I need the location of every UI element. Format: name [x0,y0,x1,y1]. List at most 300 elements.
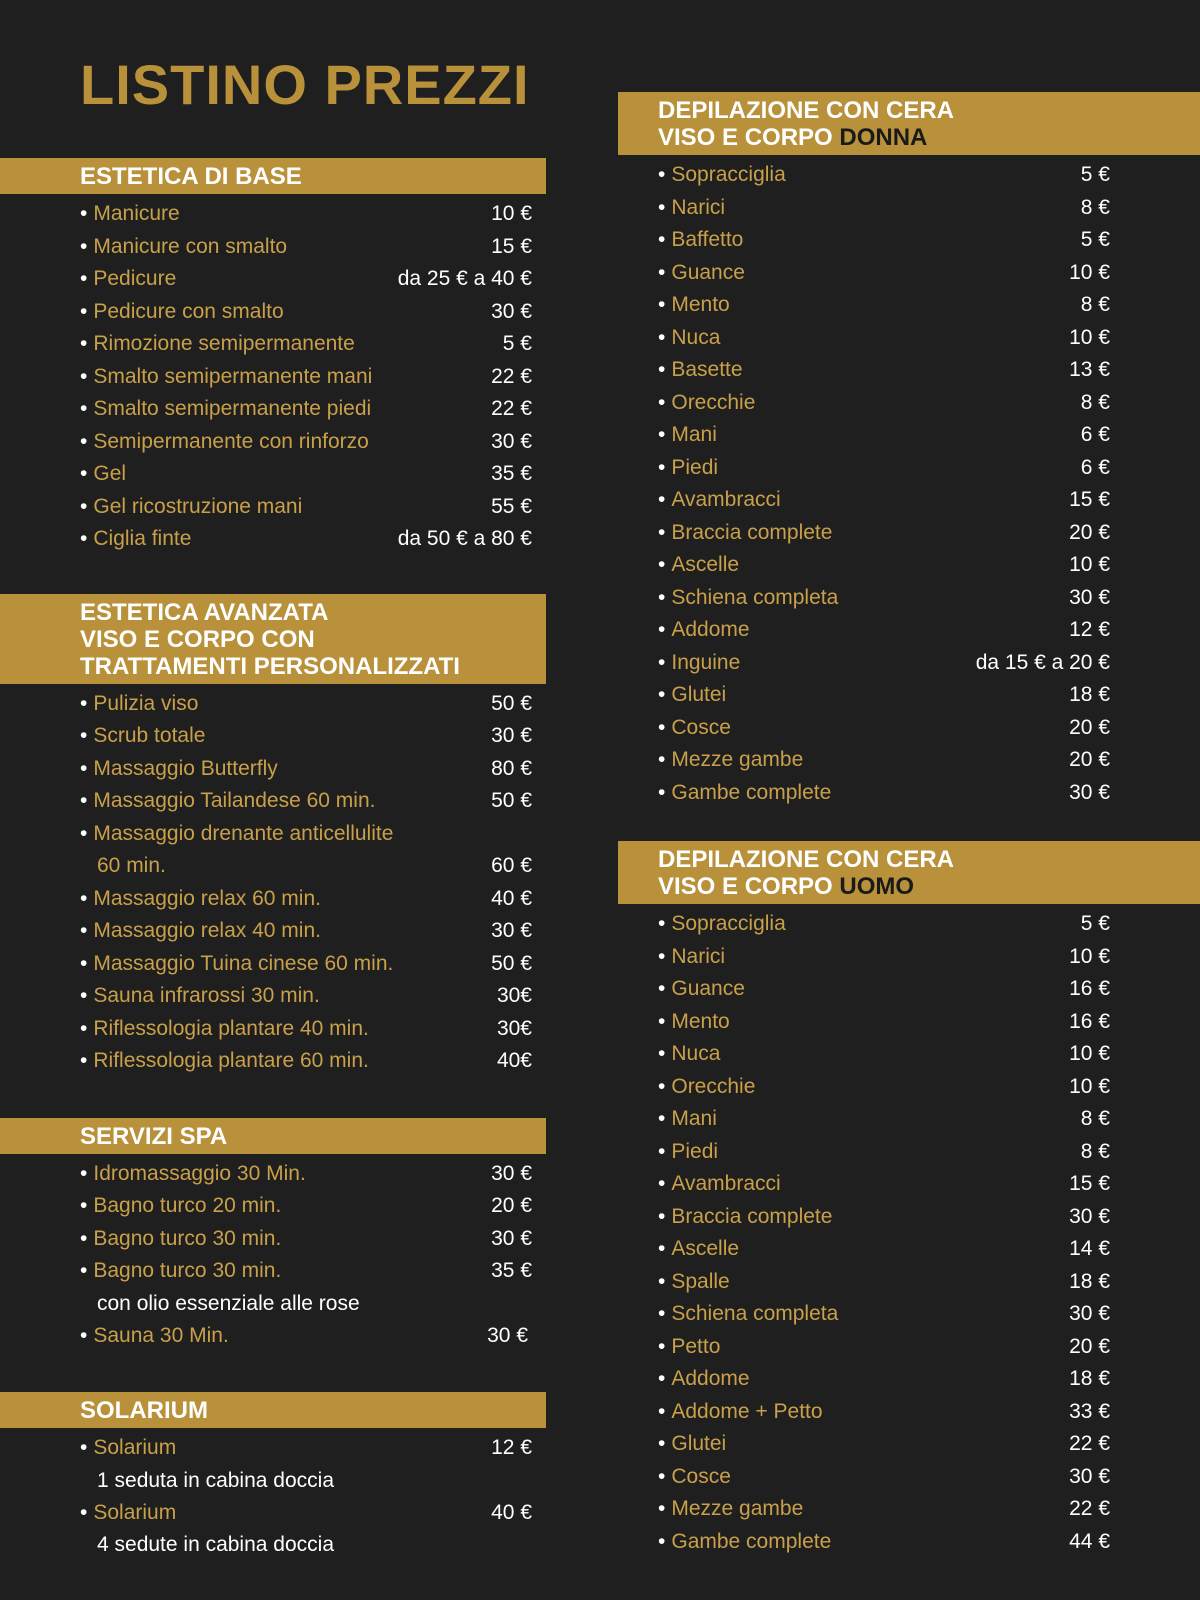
bullet: • [658,390,666,414]
section-heading: ESTETICA DI BASE [0,158,546,194]
bullet: • [80,1194,88,1217]
bullet: • [80,332,88,355]
list-item [658,1266,1110,1299]
list-item [80,720,532,753]
item-price: 6 € [1080,455,1110,479]
bullet: • [80,234,88,258]
item-name: Guance [671,260,745,284]
item-price: 40€ [496,1049,532,1072]
item-price: 30 € [491,1226,532,1250]
list-item [658,322,1110,355]
price-list [618,155,1200,809]
bullet: • [658,1334,666,1358]
heading-highlight: DONNA [839,124,928,151]
item-name: Addome [671,1367,750,1390]
list-item [658,257,1110,290]
list-item [80,1190,532,1223]
item-price: 6 € [1080,423,1110,446]
heading-line [658,873,1200,900]
bullet: • [80,724,88,747]
item-name: Solarium [93,1436,177,1459]
list-item [658,1168,1110,1201]
list-item [658,1461,1110,1494]
item-price: 10 € [1069,1074,1110,1098]
item-note: 1 seduta in cabina doccia [97,1468,334,1492]
item-price: 30 € [491,299,532,323]
bullet: • [658,1399,666,1423]
bullet: • [658,228,666,251]
item-name: Orecchie [671,390,756,414]
bullet: • [658,1074,666,1098]
item-name: Mani [671,423,717,446]
section-solarium [0,1392,546,1561]
item-price: 8 € [1080,1139,1110,1163]
item-name: Pedicure [93,267,177,290]
bullet: • [80,494,88,518]
list-item [658,484,1110,517]
item-name: Idromassaggio 30 Min. [93,1161,306,1185]
price-list [0,1428,546,1561]
bullet: • [658,325,666,349]
item-name: Mezze gambe [671,1497,804,1520]
bullet: • [80,951,88,975]
item-price: 22 € [491,364,532,388]
item-price: 15 € [1069,488,1110,511]
list-item [80,328,532,361]
bullet: • [80,202,88,225]
price-list [0,1154,546,1353]
list-item [658,289,1110,322]
bullet: • [80,821,88,845]
list-item [80,296,532,329]
item-name: Massaggio Butterfly [93,756,278,780]
left-column [0,158,546,1561]
heading-prefix: VISO E CORPO [658,873,840,900]
bullet: • [658,455,666,479]
list-item [658,1493,1110,1526]
list-item [80,980,532,1013]
item-name: Avambracci [671,1172,781,1195]
bullet: • [80,462,88,485]
bullet: • [80,364,88,388]
item-price: da 50 € a 80 € [397,527,532,550]
bullet: • [658,977,666,1000]
item-price: 10 € [491,202,532,225]
heading-line: DEPILAZIONE CON CERA [658,97,955,124]
item-price: 30 € [487,1323,528,1347]
list-item [658,1363,1110,1396]
item-price: 10 € [1069,553,1110,576]
item-name: Semipermanente con rinforzo [93,429,369,453]
item-price: 18 € [1069,1269,1110,1293]
list-item [658,941,1110,974]
item-price: 20 € [1069,715,1110,739]
item-name: Ciglia finte [93,527,192,550]
item-price: 10 € [1069,944,1110,968]
heading-line [658,124,1200,151]
item-name: Braccia complete [671,520,833,544]
item-price: 44 € [1069,1529,1110,1553]
item-name: Mani [671,1107,717,1130]
item-name: Sauna infrarossi 30 min. [93,984,320,1007]
bullet: • [658,163,666,186]
list-item [80,1013,532,1046]
bullet: • [658,1009,666,1033]
bullet: • [658,1497,666,1520]
item-name: Glutei [671,1432,727,1455]
list-item [658,354,1110,387]
item-name: Smalto semipermanente mani [93,364,373,388]
list-item [80,198,532,231]
item-name: Gel ricostruzione mani [93,494,303,518]
bullet: • [80,1161,88,1185]
item-name: Piedi [671,455,719,479]
list-item [80,818,532,851]
item-name: Massaggio Tuina cinese 60 min. [93,951,394,975]
section-servizi-spa [0,1118,546,1353]
list-item [658,1071,1110,1104]
price-list [618,904,1200,1558]
list-item [658,1103,1110,1136]
bullet: • [658,1464,666,1488]
list-item [80,1432,532,1465]
item-price: 35 € [491,1259,532,1282]
list-item [658,647,1110,680]
list-item [658,582,1110,615]
item-name: Bagno turco 20 min. [93,1194,282,1217]
bullet: • [80,789,88,812]
item-price: 16 € [1069,1009,1110,1033]
bullet: • [658,912,666,935]
bullet: • [658,1237,666,1260]
bullet: • [80,527,88,550]
heading-line: VISO E CORPO CON [80,625,315,653]
item-note: 4 sedute in cabina doccia [97,1533,334,1556]
item-name: Narici [671,195,726,219]
list-item [80,426,532,459]
item-price: 5 € [1080,912,1110,935]
item-name: Rimozione semipermanente [93,332,355,355]
list-item [80,1497,532,1530]
page-title: LISTINO PREZZI [80,53,530,116]
item-name: Gel [93,462,127,485]
list-item-continuation [80,850,532,883]
bullet: • [658,1269,666,1293]
item-name: Mento [671,293,730,316]
item-name: Schiena completa [671,585,839,609]
bullet: • [658,683,666,706]
item-price: 13 € [1069,358,1110,381]
list-item [658,1428,1110,1461]
section-heading [0,594,546,684]
list-item [658,1396,1110,1429]
section-heading [618,841,1200,904]
item-price: 40 € [491,1500,532,1524]
item-name: Pedicure con smalto [93,299,284,323]
bullet: • [658,553,666,576]
item-name: Orecchie [671,1074,756,1098]
item-name: Addome [671,618,750,641]
bullet: • [658,520,666,544]
list-item [658,1331,1110,1364]
list-item [80,1255,532,1288]
list-item [80,688,532,721]
list-item [658,224,1110,257]
heading-prefix: VISO E CORPO [658,124,840,151]
item-price: 15 € [1069,1172,1110,1195]
list-item [658,973,1110,1006]
item-price: 10 € [1069,325,1110,349]
bullet: • [658,1432,666,1455]
item-price: 18 € [1069,1367,1110,1390]
item-price: 30€ [496,1016,532,1040]
item-name: Riflessologia plantare 40 min. [93,1016,369,1040]
list-item [80,491,532,524]
item-price: 30€ [496,984,532,1007]
item-name: Bagno turco 30 min. [93,1259,282,1282]
item-price: 80 € [491,756,532,780]
item-price: 30 € [1069,1464,1110,1488]
list-item [80,1158,532,1191]
item-price: 8 € [1080,390,1110,414]
bullet: • [80,984,88,1007]
item-name: Sauna 30 Min. [93,1323,229,1347]
bullet: • [658,1529,666,1553]
bullet: • [80,1049,88,1072]
list-item [80,785,532,818]
list-item [80,1223,532,1256]
list-item [658,1233,1110,1266]
section-depilazione-donna [618,92,1200,809]
price-list [0,194,546,556]
item-price: 30 € [491,429,532,453]
bullet: • [658,650,666,674]
list-item [80,883,532,916]
item-name: Mezze gambe [671,748,804,771]
item-name: Glutei [671,683,727,706]
bullet: • [658,293,666,316]
list-item [658,908,1110,941]
item-name: Inguine [671,650,741,674]
bullet: • [80,299,88,323]
bullet: • [658,585,666,609]
item-price: da 25 € a 40 € [397,267,532,290]
item-price: 5 € [1080,163,1110,186]
list-item [658,159,1110,192]
section-heading [618,92,1200,155]
item-name: Nuca [671,1042,721,1065]
bullet: • [80,1436,88,1459]
item-name: Massaggio drenante anticellulite [93,821,394,845]
list-item [80,231,532,264]
item-price: 50 € [491,789,532,812]
item-price: 30 € [1069,780,1110,804]
heading-line: ESTETICA AVANZATA [80,598,329,626]
list-item [658,679,1110,712]
list-item [80,915,532,948]
item-price: 20 € [1069,748,1110,771]
section-estetica-avanzata [0,594,546,1078]
item-name: Sopracciglia [671,912,786,935]
item-price: 12 € [491,1436,532,1459]
bullet: • [80,1259,88,1282]
section-heading: SOLARIUM [0,1392,546,1428]
item-name: Bagno turco 30 min. [93,1226,282,1250]
bullet: • [658,1302,666,1325]
bullet: • [658,944,666,968]
item-price: 10 € [1069,260,1110,284]
item-price: da 15 € a 20 € [975,650,1110,674]
right-column [618,92,1200,1558]
list-item [80,393,532,426]
item-name: Petto [671,1334,721,1358]
item-price: 30 € [1069,1204,1110,1228]
bullet: • [658,715,666,739]
item-price: 60 € [491,854,532,877]
item-price: 50 € [491,951,532,975]
bullet: • [80,397,88,420]
item-name: Massaggio Tailandese 60 min. [93,789,376,812]
item-name: Ascelle [671,553,740,576]
list-item [80,361,532,394]
bullet: • [658,1204,666,1228]
bullet: • [658,423,666,446]
bullet: • [658,488,666,511]
item-price: 30 € [491,724,532,747]
item-price: 8 € [1080,1107,1110,1130]
list-item [658,744,1110,777]
item-note: 60 min. [97,854,166,877]
item-price: 20 € [1069,1334,1110,1358]
bullet: • [658,1139,666,1163]
bullet: • [80,886,88,910]
item-price: 33 € [1069,1399,1110,1423]
list-item [658,1038,1110,1071]
item-price: 14 € [1069,1237,1110,1260]
item-name: Cosce [671,715,731,739]
list-item [80,263,532,296]
list-item [658,452,1110,485]
bullet: • [80,1226,88,1250]
item-name: Sopracciglia [671,163,786,186]
list-item [658,1298,1110,1331]
bullet: • [658,1172,666,1195]
item-price: 50 € [491,691,532,715]
item-price: 35 € [491,462,532,485]
item-name: Guance [671,977,745,1000]
list-item [80,523,532,556]
list-item [80,458,532,491]
list-item [80,753,532,786]
item-name: Braccia complete [671,1204,833,1228]
bullet: • [80,691,88,715]
bullet: • [658,1367,666,1390]
item-name: Schiena completa [671,1302,839,1325]
item-name: Solarium [93,1500,177,1524]
heading-line: DEPILAZIONE CON CERA [658,846,955,873]
item-price: 40 € [491,886,532,910]
item-name: Mento [671,1009,730,1033]
item-price: 30 € [1069,585,1110,609]
section-heading: SERVIZI SPA [0,1118,546,1154]
list-item [658,419,1110,452]
item-name: Smalto semipermanente piedi [93,397,372,420]
list-item [658,712,1110,745]
item-name: Scrub totale [93,724,206,747]
bullet: • [80,429,88,453]
item-price: 8 € [1080,293,1110,316]
bullet: • [658,1042,666,1065]
item-price: 5 € [1080,228,1110,251]
bullet: • [80,267,88,290]
item-price: 12 € [1069,618,1110,641]
bullet: • [80,1323,88,1347]
list-item [658,1526,1110,1559]
item-price: 22 € [1069,1497,1110,1520]
item-price: 8 € [1080,195,1110,219]
heading-highlight: UOMO [839,873,915,900]
list-item [80,948,532,981]
item-name: Riflessologia plantare 60 min. [93,1049,369,1072]
bullet: • [658,618,666,641]
item-name: Nuca [671,325,721,349]
item-price: 30 € [491,919,532,942]
list-item [80,1045,532,1078]
item-name: Narici [671,944,726,968]
item-note: con olio essenziale alle rose [97,1291,360,1315]
item-price: 30 € [491,1161,532,1185]
item-name: Gambe complete [671,780,832,804]
bullet: • [658,260,666,284]
item-name: Addome + Petto [671,1399,823,1423]
item-name: Spalle [671,1269,730,1293]
item-name: Manicure con smalto [93,234,288,258]
item-name: Pulizia viso [93,691,199,715]
bullet: • [80,756,88,780]
item-price: 55 € [491,494,532,518]
item-price: 16 € [1069,977,1110,1000]
heading-line: TRATTAMENTI PERSONALIZZATI [80,652,460,680]
list-item [80,1320,532,1353]
list-item [658,777,1110,810]
item-name: Baffetto [671,228,744,251]
list-item [658,1136,1110,1169]
bullet: • [658,358,666,381]
item-price: 22 € [1069,1432,1110,1455]
item-name: Massaggio relax 60 min. [93,886,321,910]
item-price: 22 € [491,397,532,420]
item-name: Piedi [671,1139,719,1163]
item-name: Basette [671,358,743,381]
item-name: Manicure [93,202,180,225]
price-list [0,684,546,1078]
list-item [658,549,1110,582]
item-price: 15 € [491,234,532,258]
bullet: • [80,919,88,942]
list-item [658,517,1110,550]
item-name: Ascelle [671,1237,740,1260]
item-price: 10 € [1069,1042,1110,1065]
bullet: • [80,1016,88,1040]
bullet: • [80,1500,88,1524]
item-price: 20 € [1069,520,1110,544]
section-depilazione-uomo [618,841,1200,1558]
item-name: Massaggio relax 40 min. [93,919,321,942]
item-price: 5 € [502,332,532,355]
item-price: 18 € [1069,683,1110,706]
list-item [658,387,1110,420]
bullet: • [658,195,666,219]
